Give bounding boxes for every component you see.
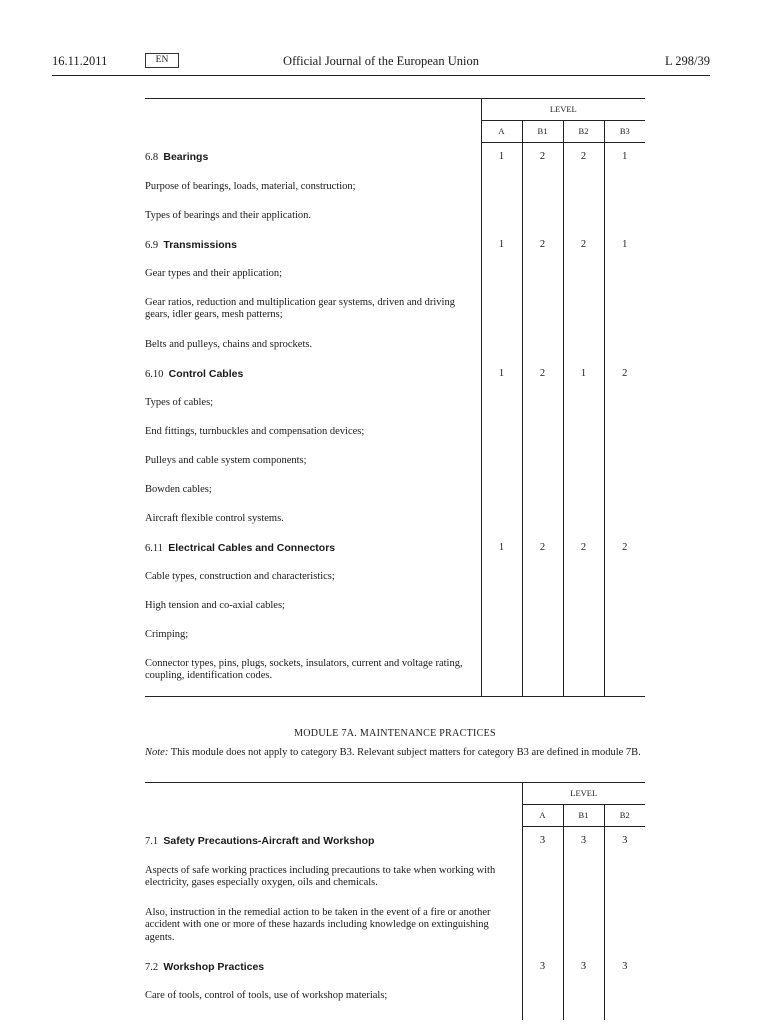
language-badge: EN (145, 53, 179, 68)
section-heading (145, 827, 522, 857)
section-title: Bearings (163, 150, 209, 163)
header-rule (52, 75, 710, 76)
module-7a-table (145, 782, 645, 1020)
level-b2: 2 (563, 231, 604, 260)
list-item: Purpose of bearings, loads, material, construction; (145, 180, 356, 192)
col-header-a: A (522, 805, 563, 827)
section-title: Transmissions (163, 238, 237, 251)
level-a: 1 (481, 534, 522, 563)
section-row (145, 143, 645, 173)
level-b1: 2 (522, 143, 563, 173)
list-item: End fittings, turnbuckles and compensation devices; (145, 425, 365, 437)
section-row (145, 360, 645, 389)
level-b1: 3 (563, 953, 604, 982)
section-title: Electrical Cables and Connectors (168, 541, 336, 554)
section-number: 6.8 (145, 151, 159, 163)
level-b2: 2 (563, 143, 604, 173)
col-header-b3: B3 (604, 121, 645, 143)
level-a: 1 (481, 360, 522, 389)
list-item: Bowden cables; (145, 483, 212, 495)
list-item: Belts and pulleys, chains and sprockets. (145, 338, 313, 350)
list-item: Crimping; (145, 628, 189, 640)
level-b2: 3 (604, 827, 645, 857)
section-title: Workshop Practices (163, 960, 265, 973)
section-title: Safety Precautions-Aircraft and Workshop (163, 834, 375, 847)
section-number: 7.2 (145, 961, 159, 973)
section-number: 7.1 (145, 835, 159, 847)
level-a: 1 (481, 231, 522, 260)
list-item: Aspects of safe working practices including precautions to take when working with electricity, gases especially oxygen, oils and chemicals. (145, 864, 496, 888)
level-b3: 2 (604, 534, 645, 563)
level-b1: 3 (563, 827, 604, 857)
page-number: L 298/39 (664, 54, 710, 68)
level-b3: 1 (604, 231, 645, 260)
level-b1: 2 (522, 534, 563, 563)
level-a: 3 (522, 827, 563, 857)
section-number: 6.11 (145, 542, 163, 554)
list-item: Types of bearings and their application. (145, 209, 312, 221)
col-header-b1: B1 (522, 121, 563, 143)
level-b2: 2 (563, 534, 604, 563)
level-b1: 2 (522, 360, 563, 389)
section-row (145, 827, 645, 857)
col-header-b1: B1 (563, 805, 604, 827)
section-number: 6.9 (145, 239, 159, 251)
section-number: 6.10 (145, 368, 164, 380)
list-item: Aircraft flexible control systems. (145, 512, 284, 524)
list-item: Gear ratios, reduction and multiplication gear systems, driven and driving gears, idler gears, mesh patterns; (145, 296, 455, 320)
journal-header (52, 52, 710, 74)
section-row (145, 953, 645, 982)
list-item: Gear types and their application; (145, 267, 283, 279)
list-item: Connector types, pins, plugs, sockets, insulators, current and voltage rating, coupling, identification codes. (145, 657, 463, 681)
note-label: Note: (145, 747, 169, 758)
list-item: Also, instruction in the remedial action to be taken in the event of a fire or another accident with one or more of these hazards including knowledge on extinguishing agents. (145, 906, 491, 943)
section-heading (145, 534, 481, 563)
level-b1: 2 (522, 231, 563, 260)
table-corner (145, 783, 522, 827)
level-header: LEVEL (522, 783, 645, 805)
list-item: Pulleys and cable system components; (145, 454, 307, 466)
col-header-b2: B2 (604, 805, 645, 827)
section-heading (145, 231, 481, 260)
level-b3: 1 (604, 143, 645, 173)
col-header-b2: B2 (563, 121, 604, 143)
module-6-table (145, 98, 645, 697)
level-header: LEVEL (481, 99, 645, 121)
section-heading (145, 143, 481, 173)
list-item: High tension and co-axial cables; (145, 599, 285, 611)
level-b3: 2 (604, 360, 645, 389)
table-corner (145, 99, 481, 143)
level-a: 3 (522, 953, 563, 982)
section-heading (145, 953, 522, 982)
list-item: Care of tools, control of tools, use of workshop materials; (145, 989, 388, 1001)
section-row (145, 534, 645, 563)
col-header-a: A (481, 121, 522, 143)
level-b2: 3 (604, 953, 645, 982)
list-item: Types of cables; (145, 396, 214, 408)
publication-date: 16.11.2011 (52, 54, 108, 68)
level-a: 1 (481, 143, 522, 173)
section-title: Control Cables (168, 367, 244, 380)
module-note (145, 746, 645, 759)
section-heading (145, 360, 481, 389)
level-b2: 1 (563, 360, 604, 389)
journal-title: Official Journal of the European Union (283, 54, 479, 68)
module-title: MODULE 7A. MAINTENANCE PRACTICES (294, 728, 496, 739)
note-text: This module does not apply to category B3. Relevant subject matters for category B3 are defined in module 7B. (170, 747, 641, 758)
list-item: Cable types, construction and characteristics; (145, 570, 335, 582)
section-row (145, 231, 645, 260)
